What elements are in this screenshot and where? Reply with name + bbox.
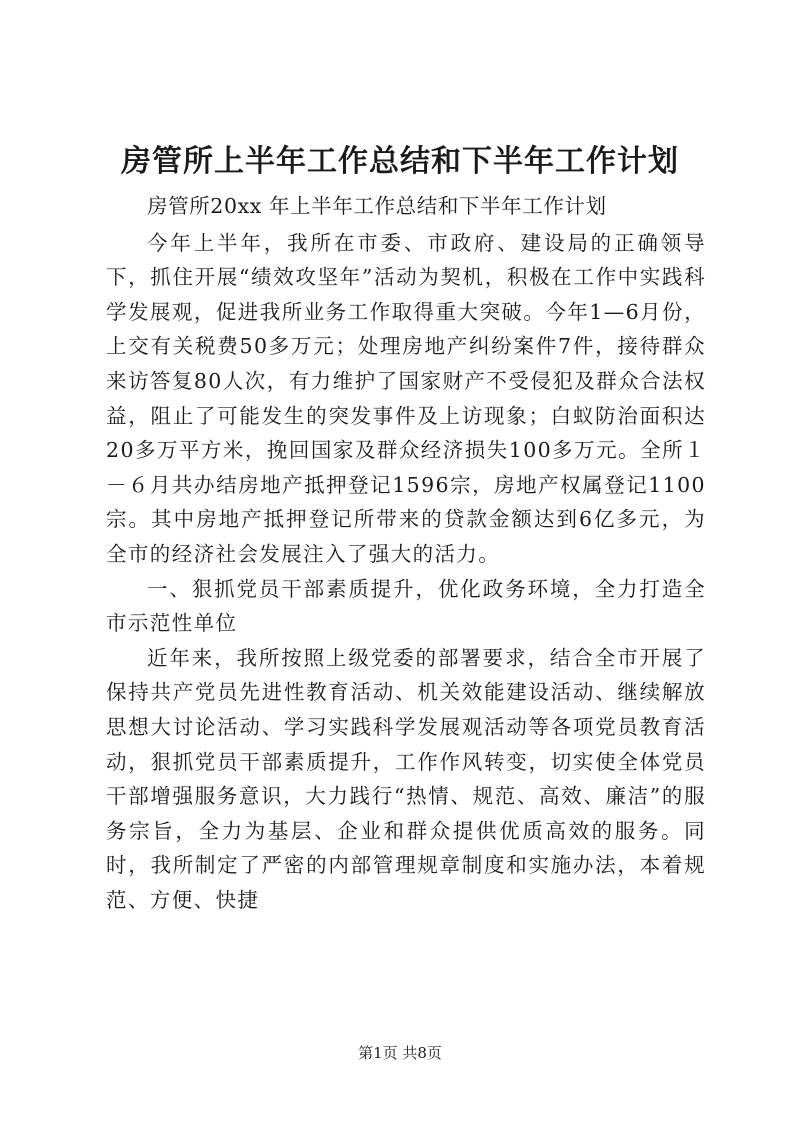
document-title: 房管所上半年工作总结和下半年工作计划 <box>121 144 679 179</box>
paragraph-summary: 今年上半年，我所在市委、市政府、建设局的正确领导下，抓住开展“绩效攻坚年”活动为契机，积极在工作中实践科学发展观，促进我所业务工作取得重大突破。今年1—6月份，上交有关税费50多万元；处理房地产纠纷案件7件，接待群众来访答复80人次，有力维护了国家财产不受侵犯及群众合法权益，阻止了可能发生的突发事件及上访现象；白蚁防治面积达20多万平方米，挽回国家及群众经济损失100多万元。全所１－６月共办结房地产抵押登记1596宗，房地产权属登记1100宗。其中房地产抵押登记所带来的贷款金额达到6亿多元，为全市的经济社会发展注入了强大的活力。 <box>106 230 706 566</box>
page-number: 第1页 共8页 <box>358 1044 442 1062</box>
document-body <box>106 189 706 917</box>
paragraph-section-1: 近年来，我所按照上级党委的部署要求，结合全市开展了保持共产党员先进性教育活动、机关效能建设活动、继续解放思想大讨论活动、学习实践科学发展观活动等各项党员教育活动，狠抓党员干部素质提升，工作作风转变，切实使全体党员干部增强服务意识，大力践行“热情、规范、高效、廉洁”的服务宗旨，全力为基层、企业和群众提供优质高效的服务。同时，我所制定了严密的内部管理规章制度和实施办法，本着规范、方便、快捷 <box>106 645 706 912</box>
document-subtitle: 房管所20xx 年上半年工作总结和下半年工作计划 <box>147 194 607 218</box>
section-heading-1: 一、狠抓党员干部素质提升，优化政务环境，全力打造全市示范性单位 <box>106 576 706 636</box>
